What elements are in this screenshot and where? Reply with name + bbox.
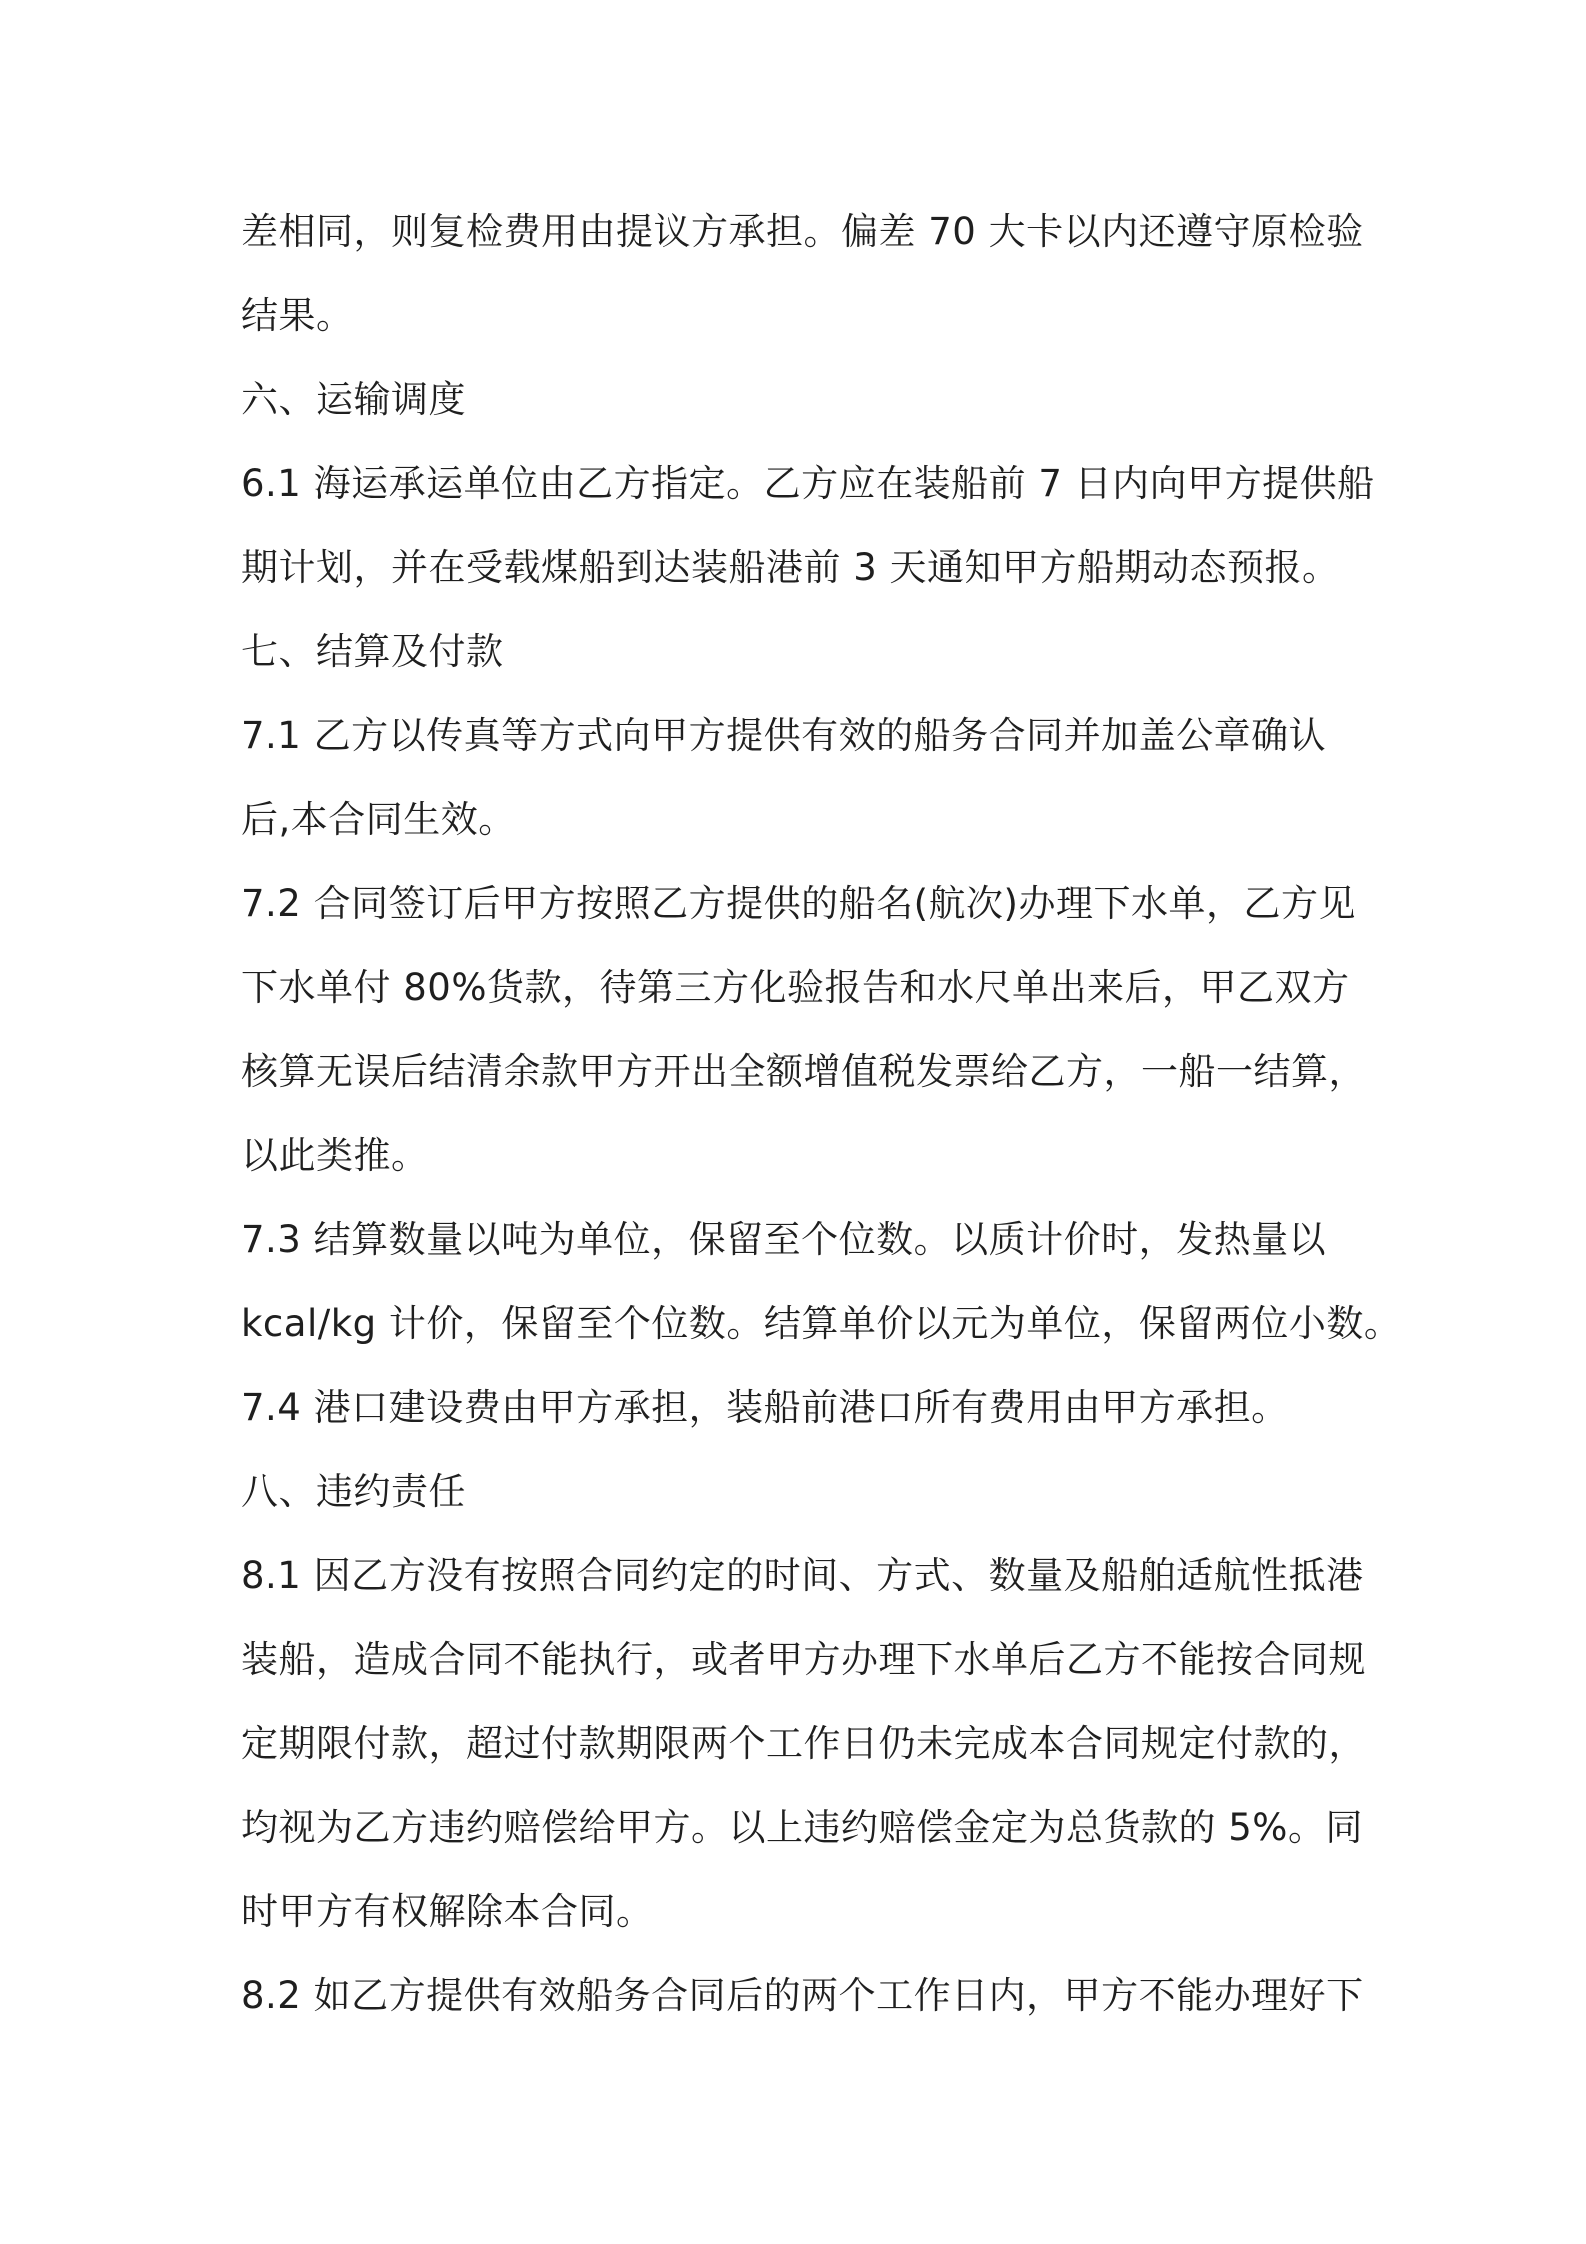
clause-7-3: 7.3 结算数量以吨为单位，保留至个位数。以质计价时，发热量以 <box>241 1218 1327 1261</box>
clause-6-1-continued: 期计划，并在受载煤船到达装船港前 3 天通知甲方船期动态预报。 <box>241 546 1340 589</box>
clause-7-2-continued: 核算无误后结清余款甲方开出全额增值税发票给乙方，一船一结算， <box>241 1050 1366 1093</box>
contract-page <box>241 190 1402 2038</box>
clause-7-2: 7.2 合同签订后甲方按照乙方提供的船名(航次)办理下水单，乙方见 <box>241 882 1356 925</box>
section-heading-settlement: 七、结算及付款 <box>241 630 504 673</box>
clause-7-2-continued: 下水单付 80%货款，待第三方化验报告和水尺单出来后，甲乙双方 <box>241 966 1350 1009</box>
clause-8-1-continued: 装船，造成合同不能执行，或者甲方办理下水单后乙方不能按合同规 <box>241 1638 1366 1681</box>
clause-8-1: 8.1 因乙方没有按照合同约定的时间、方式、数量及船舶适航性抵港 <box>241 1554 1364 1597</box>
text-line-continuation: 结果。 <box>241 294 354 337</box>
clause-7-1-continued: 后,本合同生效。 <box>241 798 516 841</box>
text-line-continuation: 差相同，则复检费用由提议方承担。偏差 70 大卡以内还遵守原检验 <box>241 210 1364 253</box>
clause-7-2-continued: 以此类推。 <box>241 1134 429 1177</box>
clause-8-1-continued: 定期限付款，超过付款期限两个工作日仍未完成本合同规定付款的， <box>241 1722 1366 1765</box>
clause-7-4: 7.4 港口建设费由甲方承担，装船前港口所有费用由甲方承担。 <box>241 1386 1289 1429</box>
clause-8-2: 8.2 如乙方提供有效船务合同后的两个工作日内，甲方不能办理好下 <box>241 1974 1364 2017</box>
clause-8-1-continued: 时甲方有权解除本合同。 <box>241 1890 654 1933</box>
clause-6-1: 6.1 海运承运单位由乙方指定。乙方应在装船前 7 日内向甲方提供船 <box>241 462 1375 505</box>
section-heading-transport: 六、运输调度 <box>241 378 466 421</box>
section-heading-liability: 八、违约责任 <box>241 1470 466 1513</box>
clause-7-3-continued: kcal/kg 计价，保留至个位数。结算单价以元为单位，保留两位小数。 <box>241 1302 1402 1345</box>
clause-7-1: 7.1 乙方以传真等方式向甲方提供有效的船务合同并加盖公章确认 <box>241 714 1327 757</box>
clause-8-1-continued: 均视为乙方违约赔偿给甲方。以上违约赔偿金定为总货款的 5%。同 <box>241 1806 1363 1849</box>
